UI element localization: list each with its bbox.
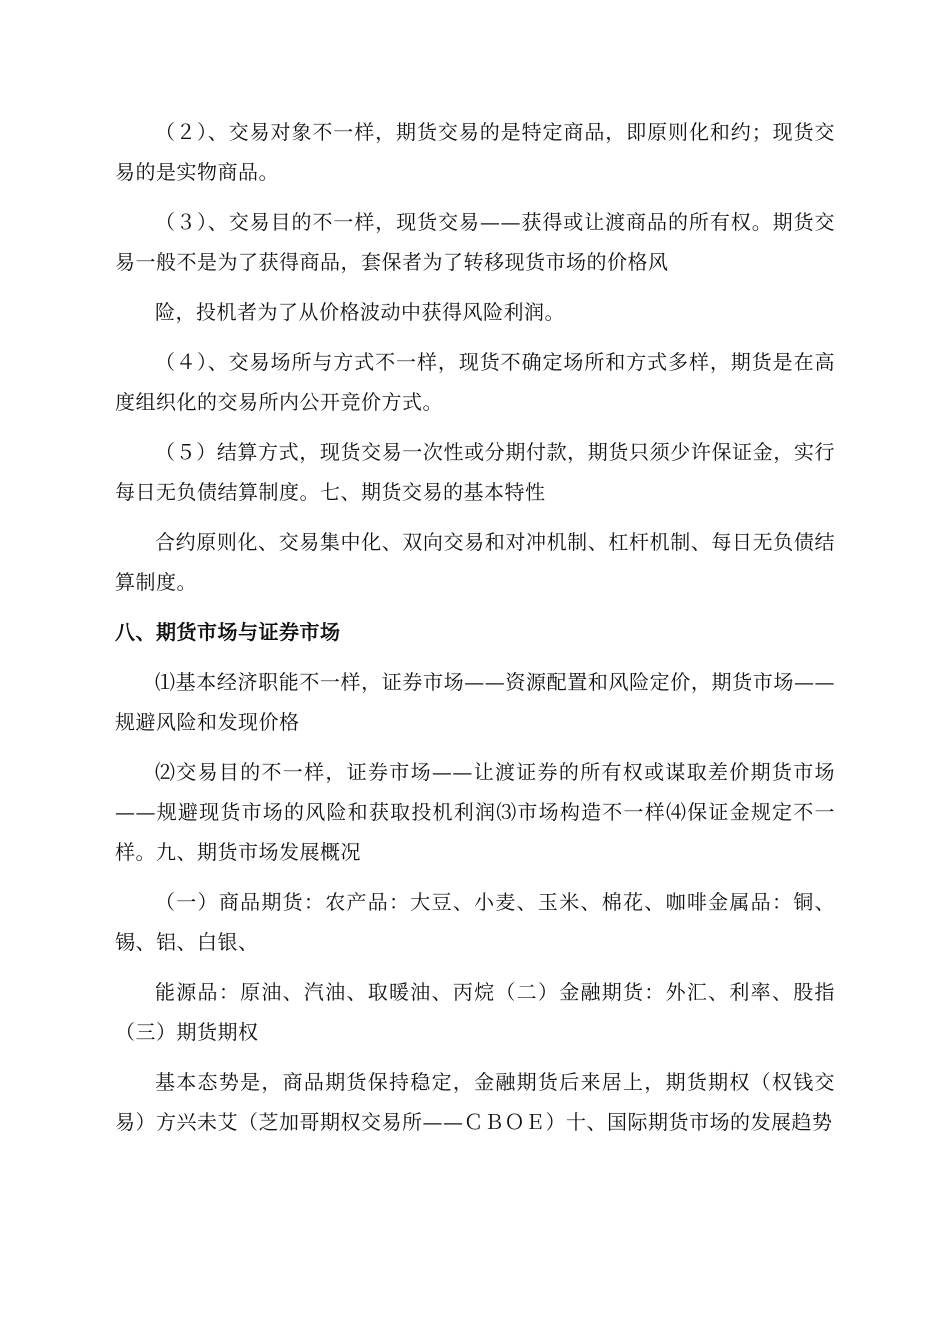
paragraph-economic-function: ⑴基本经济职能不一样，证券市场——资源配置和风险定价，期货市场——规避风险和发现价格	[115, 670, 835, 734]
paragraph-commodity-futures: （一）商品期货：农产品：大豆、小麦、玉米、棉花、咖啡金属品：铜、锡、铝、白银、	[115, 890, 835, 954]
paragraph-energy-financial: 能源品：原油、汽油、取暖油、丙烷（二）金融期货：外汇、利率、股指（三）期货期权	[115, 980, 835, 1044]
document-body	[115, 112, 835, 1152]
paragraph-trade-purpose-cont: 险，投机者为了从价格波动中获得风险利润。	[155, 300, 565, 324]
paragraph-trade-purpose: （３）、交易目的不一样，现货交易——获得或让渡商品的所有权。期货交易一般不是为了获得商品，套保者为了转移现货市场的价格风	[115, 210, 835, 274]
section-heading-futures-vs-securities: 八、期货市场与证券市场	[115, 620, 341, 644]
paragraph-trade-object: （２）、交易对象不一样，期货交易的是特定商品，即原则化和约；现货交易的是实物商品。	[115, 120, 835, 184]
paragraph-basic-trend: 基本态势是，商品期货保持稳定，金融期货后来居上，期货期权（权钱交易）方兴未艾（芝加哥期权交易所——ＣＢＯＥ）十、国际期货市场的发展趋势	[115, 1070, 835, 1134]
paragraph-trade-purpose-securities: ⑵交易目的不一样，证券市场——让渡证券的所有权或谋取差价期货市场——规避现货市场的风险和获取投机利润⑶市场构造不一样⑷保证金规定不一样。九、期货市场发展概况	[115, 760, 835, 864]
paragraph-settlement: （５）结算方式，现货交易一次性或分期付款，期货只须少许保证金，实行每日无负债结算制度。七、期货交易的基本特性	[115, 440, 835, 504]
paragraph-trade-venue: （４）、交易场所与方式不一样，现货不确定场所和方式多样，期货是在高度组织化的交易所内公开竞价方式。	[115, 350, 835, 414]
paragraph-features: 合约原则化、交易集中化、双向交易和对冲机制、杠杆机制、每日无负债结算制度。	[115, 530, 835, 594]
